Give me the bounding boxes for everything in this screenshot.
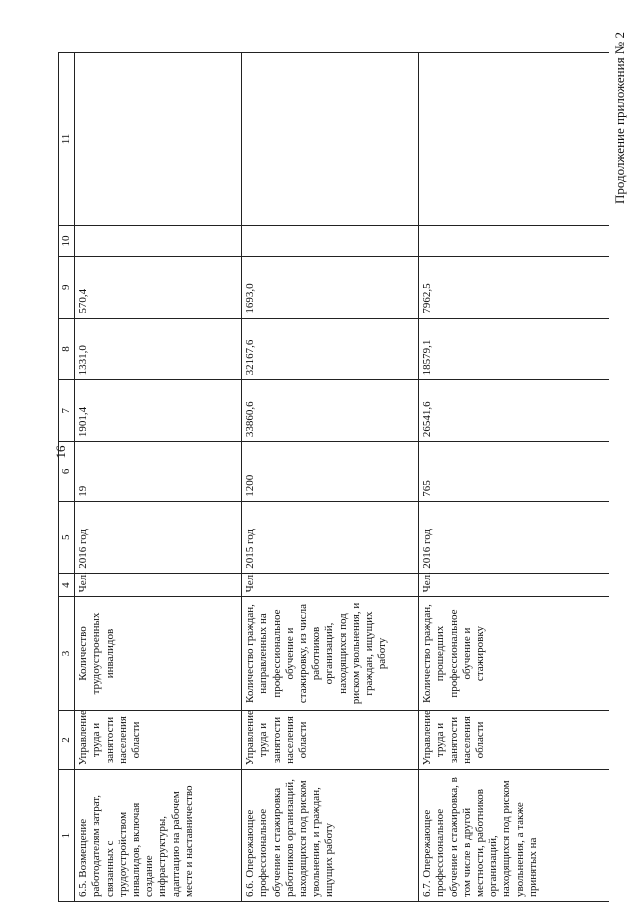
column-header: 6 (59, 442, 75, 502)
value-cell (419, 226, 609, 257)
value-cell: 7962,5 (419, 256, 609, 318)
value-cell: 765 (419, 442, 609, 502)
column-header: 9 (59, 256, 75, 318)
value-cell: 18579,1 (419, 318, 609, 380)
value-cell: 26541,6 (419, 380, 609, 442)
value-cell: 1331,0 (75, 318, 242, 380)
column-header: 3 (59, 597, 75, 710)
period-cell: 2016 год (75, 501, 242, 573)
column-header: 8 (59, 318, 75, 380)
table-row (75, 53, 242, 902)
value-cell: 570,4 (75, 256, 242, 318)
unit-cell: Чел. (419, 573, 609, 597)
measure-cell: 6.7. Опережающее профессиональное обучение и стажировка, в том числе в другой местности, работников организаций, находящихся под риском увольнения, а также принятых на (419, 770, 609, 902)
header-row (59, 53, 75, 902)
table-row (242, 53, 419, 902)
period-cell: 2015 год (242, 501, 419, 573)
value-cell (75, 53, 242, 226)
indicator-cell: Количество граждан, прошедших профессиональное обучение и стажировку (419, 597, 609, 710)
column-header: 4 (59, 573, 75, 597)
appendix-title: Продолжение приложения № 2 (612, 32, 627, 204)
indicator-cell: Количество трудоустроенных инвалидов (75, 597, 242, 710)
value-cell (419, 53, 609, 226)
table-row (419, 53, 609, 902)
unit-cell: Чел. (75, 573, 242, 597)
executor-cell: Управление труда и занятости населения области (242, 710, 419, 770)
executor-cell: Управление труда и занятости населения области (419, 710, 609, 770)
value-cell: 32167,6 (242, 318, 419, 380)
column-header: 2 (59, 710, 75, 770)
executor-cell: Управление труда и занятости населения области (75, 710, 242, 770)
indicator-cell: Количество граждан, направленных на профессиональное обучение и стажировку, из числа работников организаций, находящихся под риском увольнения, и граждан, ищущих работу (242, 597, 419, 710)
document-page (58, 52, 609, 902)
column-header: 10 (59, 226, 75, 257)
value-cell (242, 53, 419, 226)
unit-cell: Чел. (242, 573, 419, 597)
column-header: 11 (59, 53, 75, 226)
value-cell (75, 226, 242, 257)
page-number: 16 (53, 445, 68, 459)
measure-cell: 6.5. Возмещение работодателям затрат, связанных с трудоустройством инвалидов, включая создание инфраструктуры, адаптацию на рабочем месте и наставничество (75, 770, 242, 902)
column-header: 7 (59, 380, 75, 442)
column-header: 1 (59, 770, 75, 902)
column-header: 5 (59, 501, 75, 573)
value-cell: 1200 (242, 442, 419, 502)
measure-cell: 6.6. Опережающее профессиональное обучение и стажировка работников организаций, находящихся под риском увольнения, и граждан, ищущих работу (242, 770, 419, 902)
period-cell: 2016 год (419, 501, 609, 573)
rotated-table-container (58, 52, 609, 902)
value-cell: 33860,6 (242, 380, 419, 442)
value-cell: 1901,4 (75, 380, 242, 442)
value-cell: 19 (75, 442, 242, 502)
value-cell (242, 226, 419, 257)
value-cell: 1693,0 (242, 256, 419, 318)
data-table (58, 52, 609, 902)
